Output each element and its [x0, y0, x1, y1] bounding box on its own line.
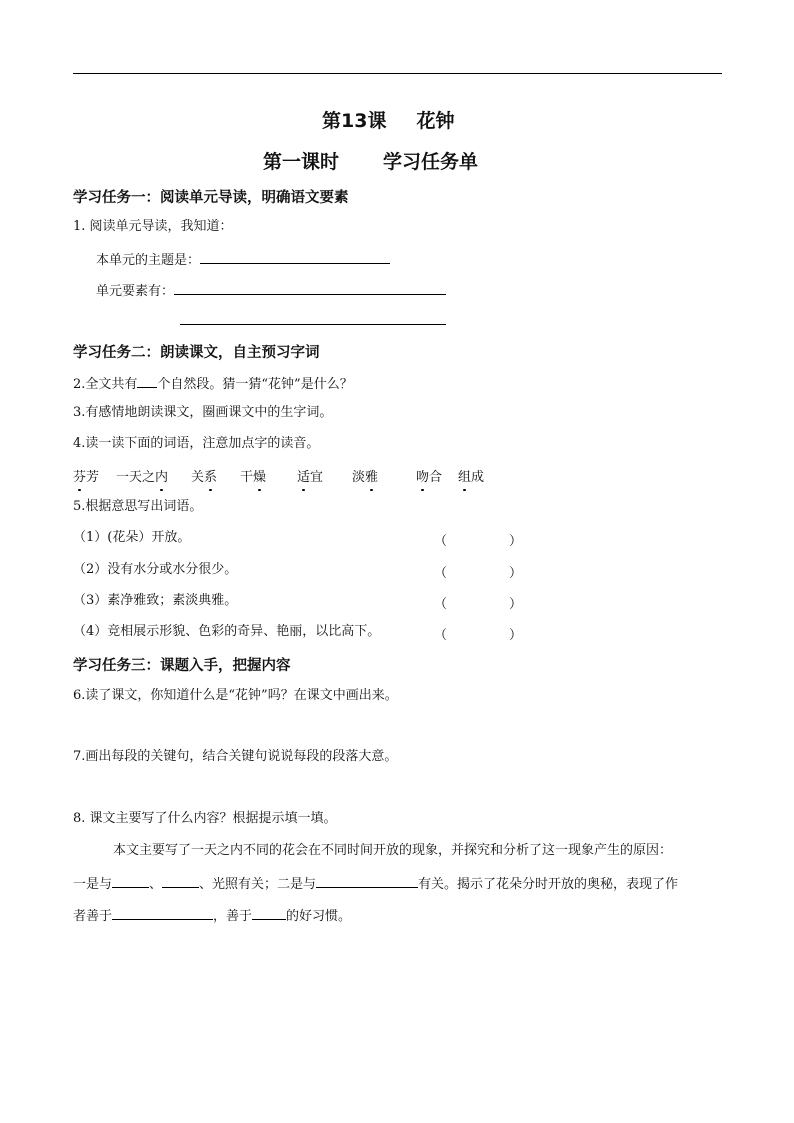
- task2-heading: 学习任务二：朗读课文，自主预习字词: [73, 345, 320, 361]
- q2-text-a: 2.全文共有: [73, 377, 138, 392]
- theme-blank[interactable]: [200, 250, 390, 264]
- summary-text: 、光照有关；二是与: [199, 877, 317, 892]
- elements-blank-2[interactable]: [180, 324, 446, 325]
- dotted-char: 适: [297, 466, 310, 485]
- question-5: 5.根据意思写出词语。: [73, 499, 203, 514]
- vocab-word: [240, 466, 266, 485]
- elements-label: 单元要素有：: [96, 284, 175, 299]
- theme-label: 本单元的主题是：: [96, 253, 201, 268]
- summary-text: 有关。揭示了花朵分时开放的奥秘，表现了作: [418, 877, 679, 892]
- word-part: 合: [429, 470, 443, 485]
- worksheet-name: 学习任务单: [383, 151, 479, 173]
- word-part: 干: [240, 470, 254, 485]
- summary-blank-2[interactable]: [162, 874, 199, 888]
- answer-paren-close: ）: [509, 566, 523, 581]
- answer-paren-close: ）: [509, 534, 523, 549]
- question-6: 6.读了课文，你知道什么是“花钟”吗？在课文中画出来。: [73, 688, 398, 703]
- definition-2: （2）没有水分或水分很少。: [73, 562, 238, 577]
- question-4: 4.读一读下面的词语，注意加点字的读音。: [73, 436, 320, 451]
- paragraph-count-blank[interactable]: [137, 374, 157, 388]
- summary-blank-4[interactable]: [112, 906, 213, 920]
- vocab-word: [297, 466, 323, 485]
- dotted-char: 雅: [365, 466, 378, 485]
- answer-paren-open: （: [434, 597, 448, 612]
- definition-3: （3）素净雅致；素淡典雅。: [73, 593, 238, 608]
- definition-1: （1）(花朵）开放。: [73, 530, 191, 545]
- summary-blank-3[interactable]: [316, 874, 418, 888]
- vocab-word: [458, 466, 484, 485]
- summary-text: ，善于: [213, 909, 253, 924]
- summary-text: 、: [149, 877, 163, 892]
- answer-paren-open: （: [434, 628, 448, 643]
- theme-row: [96, 250, 390, 269]
- dotted-char: 组: [458, 466, 471, 485]
- summary-blank-5[interactable]: [252, 906, 286, 920]
- word-part: 关: [191, 470, 205, 485]
- answer-paren-close: ）: [509, 597, 523, 612]
- dotted-char: 内: [155, 466, 168, 485]
- vocab-word: [116, 466, 168, 485]
- q2-text-b: 个自然段。猜一猜“花钟”是什么？: [157, 377, 353, 392]
- question-2: [73, 374, 353, 393]
- lesson-name: 花钟: [416, 110, 455, 132]
- summary-line-3: [73, 906, 351, 925]
- vocab-word: [73, 466, 99, 485]
- question-1: 1. 阅读单元导读，我知道：: [73, 219, 233, 234]
- answer-paren-open: （: [434, 566, 448, 581]
- answer-paren-open: （: [434, 534, 448, 549]
- summary-text: 一是与: [73, 877, 113, 892]
- dotted-char: 芬: [73, 466, 86, 485]
- word-part: 淡: [352, 470, 366, 485]
- elements-blank-1[interactable]: [174, 281, 446, 295]
- summary-text: 的好习惯。: [286, 909, 352, 924]
- vocab-word: [416, 466, 442, 485]
- question-7: 7.画出每段的关键句，结合关键句说说每段的段落大意。: [73, 749, 398, 764]
- definition-4: （4）竞相展示形貌、色彩的奇异、艳丽，以比高下。: [73, 624, 381, 639]
- vocab-word: [191, 466, 217, 485]
- summary-blank-1[interactable]: [112, 874, 149, 888]
- dotted-char: 燥: [253, 466, 266, 485]
- summary-line-1: 本文主要写了一天之内不同的花会在不同时间开放的现象，并探究和分析了这一现象产生的原因：: [113, 843, 673, 858]
- word-part: 一天之: [116, 470, 156, 485]
- lesson-number: 第13课: [322, 110, 387, 132]
- question-3: 3.有感情地朗读课文，圈画课文中的生字词。: [73, 405, 333, 420]
- page-subtitle: [263, 147, 478, 174]
- task1-heading: 学习任务一：阅读单元导读，明确语文要素: [73, 190, 349, 206]
- lesson-title: [322, 106, 454, 133]
- summary-text: 者善于: [73, 909, 113, 924]
- question-8: 8. 课文主要写了什么内容？根据提示填一填。: [73, 811, 337, 826]
- vocab-word: [352, 466, 378, 485]
- dotted-char: 系: [204, 466, 217, 485]
- elements-row: [96, 281, 446, 300]
- dotted-char: 吻: [416, 466, 429, 485]
- answer-paren-close: ）: [509, 628, 523, 643]
- top-rule: [73, 73, 722, 74]
- word-part: 宜: [310, 470, 324, 485]
- word-part: 成: [471, 470, 485, 485]
- class-period: 第一课时: [263, 151, 340, 173]
- summary-line-2: [73, 874, 678, 893]
- word-part: 芳: [86, 470, 100, 485]
- task3-heading: 学习任务三：课题入手，把握内容: [73, 658, 291, 674]
